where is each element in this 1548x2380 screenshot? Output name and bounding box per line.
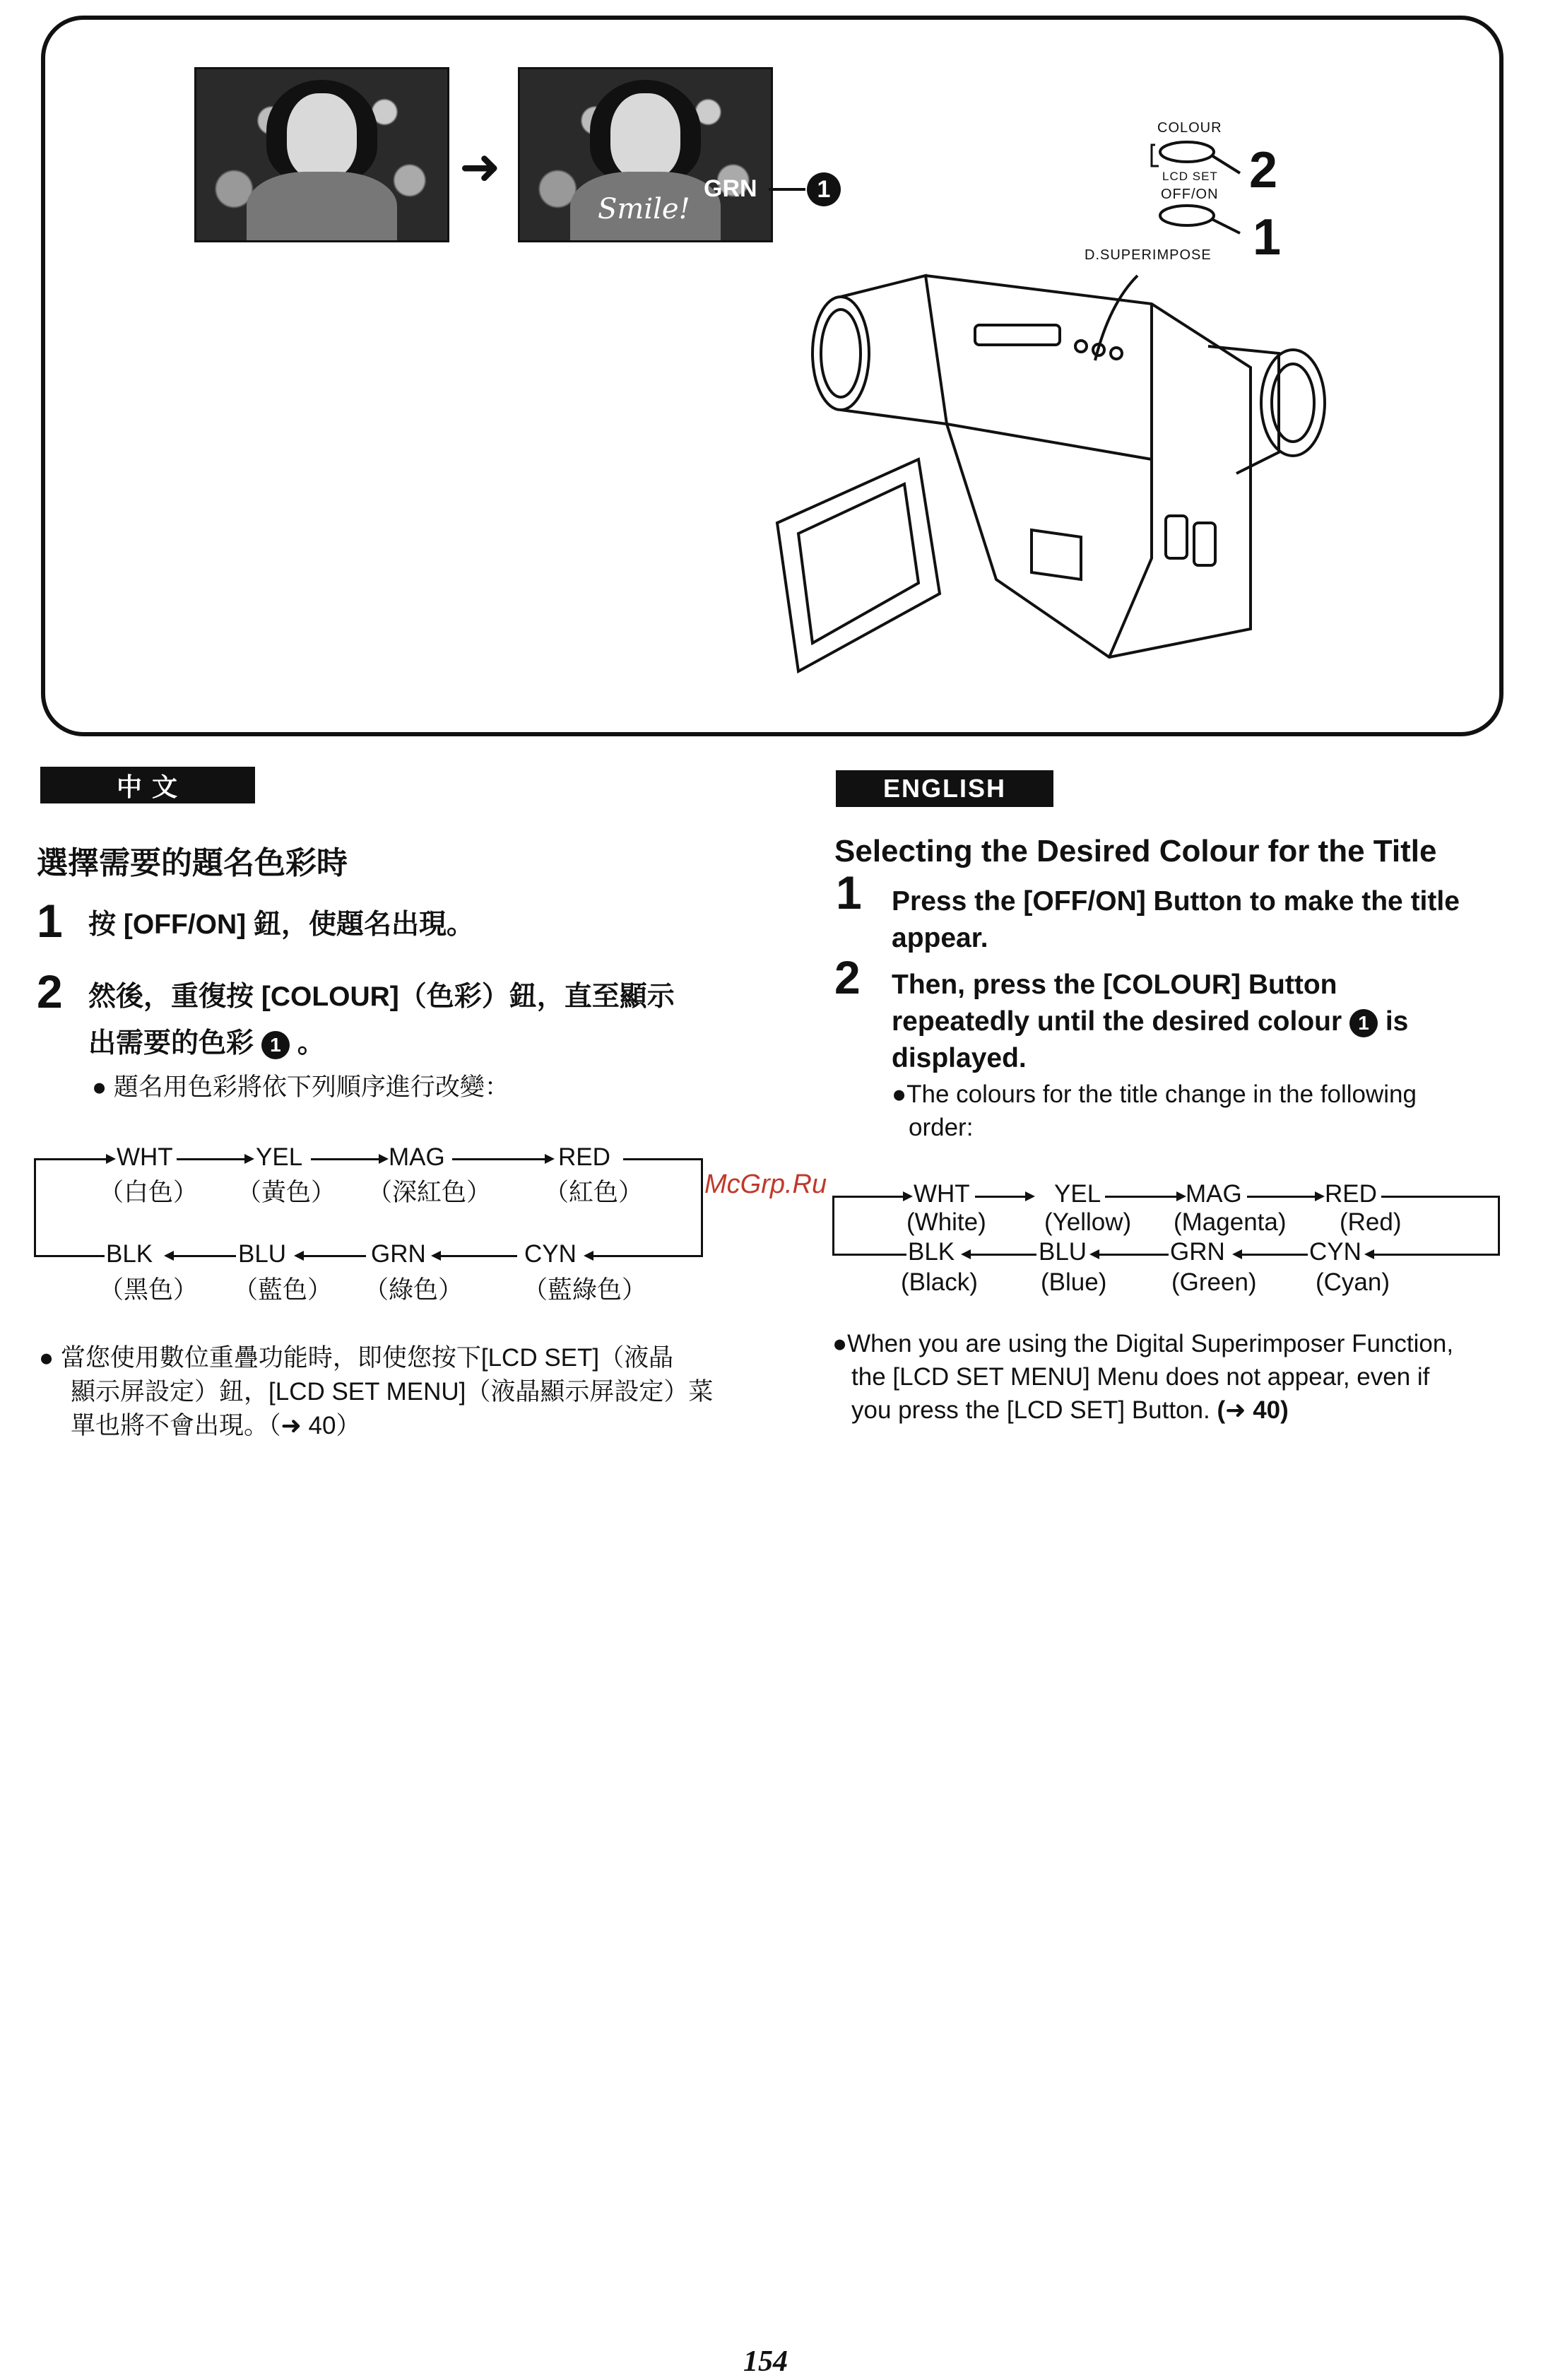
seq-item-name: (Yellow) [1044, 1208, 1132, 1236]
page-number: 154 [743, 2345, 788, 2378]
seq-item-cn: （黃色） [237, 1179, 336, 1206]
off-on-button-label: OFF/ON [1161, 187, 1219, 202]
seq-item-name: (Cyan) [1316, 1268, 1390, 1296]
camcorder-illustration [714, 261, 1349, 714]
seq-item: WHT [117, 1143, 173, 1171]
seq-line [1381, 1196, 1500, 1198]
chinese-step2-text-b-line [88, 1025, 325, 1062]
seq-line [177, 1158, 247, 1160]
seq-item-cn: （深紅色） [367, 1179, 492, 1206]
seq-bracket-left [832, 1196, 834, 1254]
seq-line [34, 1158, 113, 1160]
seq-item: BLU [238, 1240, 287, 1268]
step-marker-1: 1 [1253, 209, 1282, 266]
seq-item-cn: （紅色） [544, 1179, 644, 1206]
english-step1-line2: appear. [892, 923, 988, 953]
english-note-line3 [851, 1394, 1289, 1427]
callout-1-icon-inline: 1 [261, 1031, 290, 1059]
lcd-set-button-label: LCD SET [1162, 170, 1218, 183]
chinese-step1-text: 按 [OFF/ON] 鈕，使題名出現。 [88, 909, 474, 940]
seq-line [1247, 1196, 1318, 1198]
english-note-line3-text: you press the [LCD SET] Button. [851, 1396, 1210, 1424]
chinese-note-line1: ● 當您使用數位重疊功能時，即使您按下[LCD SET]（液晶 [39, 1344, 674, 1372]
seq-line [302, 1255, 366, 1257]
seq-line [452, 1158, 548, 1160]
seq-item: RED [1325, 1180, 1377, 1208]
english-step2-line2a: repeatedly until the desired colour [892, 1006, 1342, 1037]
arrow-right-icon [903, 1191, 913, 1201]
seq-bracket-left [34, 1158, 36, 1256]
arrow-right-icon [1176, 1191, 1186, 1201]
english-step2-line2b: is [1385, 1006, 1409, 1037]
seq-item: MAG [389, 1143, 445, 1171]
english-step2-line2 [892, 1003, 1408, 1040]
seq-line [832, 1196, 910, 1198]
english-note-line1: ●When you are using the Digital Superimposer Function, [832, 1330, 1454, 1357]
seq-item-name: (Magenta) [1174, 1208, 1287, 1236]
seq-item: YEL [1054, 1180, 1101, 1208]
chinese-step2-text-c: 。 [297, 1028, 325, 1059]
seq-item: BLK [908, 1238, 955, 1266]
seq-item: YEL [256, 1143, 303, 1171]
seq-line [1241, 1254, 1308, 1256]
chinese-step2-text-a: 然後，重復按 [COLOUR]（色彩）鈕，直至顯示 [88, 982, 675, 1012]
seq-item-name: (Red) [1340, 1208, 1402, 1236]
seq-item-name: (Blue) [1041, 1268, 1107, 1296]
arrow-right-icon [106, 1154, 116, 1164]
seq-line [172, 1255, 236, 1257]
seq-item: GRN [371, 1240, 426, 1268]
lang-label-chinese: 中 文 [40, 767, 255, 803]
chinese-note-line2: 顯示屏設定）鈕，[LCD SET MENU]（液晶顯示屏設定）菜 [71, 1378, 714, 1406]
seq-line [439, 1255, 517, 1257]
seq-item-cn: （藍綠色） [523, 1276, 647, 1304]
english-step1-number: 1 [836, 866, 862, 919]
callout-1-icon-inline: 1 [1349, 1009, 1378, 1037]
english-bullet-line2: order: [909, 1114, 974, 1141]
english-step2-line3: displayed. [892, 1043, 1027, 1073]
seq-item-name: (Black) [901, 1268, 978, 1296]
seq-line [623, 1158, 703, 1160]
colour-button-label: COLOUR [1157, 120, 1222, 136]
chinese-step2-number: 2 [37, 965, 63, 1018]
step-marker-2: 2 [1249, 142, 1278, 199]
english-step1-line1: Press the [OFF/ON] Button to make the title [892, 886, 1460, 917]
lang-label-english: ENGLISH [836, 770, 1053, 807]
seq-item: WHT [914, 1180, 970, 1208]
english-bullet-line1: ●The colours for the title change in the following [892, 1080, 1417, 1108]
arrow-right-icon [1025, 1191, 1035, 1201]
title-colour-indicator: GRN [704, 175, 757, 202]
arrow-right-icon [379, 1154, 389, 1164]
seq-item: BLU [1039, 1238, 1087, 1266]
seq-item: CYN [524, 1240, 577, 1268]
callout-line [769, 188, 805, 191]
seq-line [1098, 1254, 1169, 1256]
english-step2-number: 2 [834, 951, 861, 1003]
arrow-right-icon [545, 1154, 555, 1164]
arrow-right-icon [1315, 1191, 1325, 1201]
seq-item: GRN [1170, 1238, 1225, 1266]
arrow-right-icon [244, 1154, 254, 1164]
seq-item: MAG [1186, 1180, 1242, 1208]
seq-line [975, 1196, 1028, 1198]
sample-photo-before [194, 67, 449, 242]
seq-item-cn: （藍色） [233, 1276, 333, 1304]
chinese-bullet-order: ● 題名用色彩將依下列順序進行改變： [92, 1073, 509, 1101]
seq-line [592, 1255, 703, 1257]
english-note-ref: (➜ 40) [1217, 1396, 1289, 1424]
seq-line [969, 1254, 1036, 1256]
seq-line [311, 1158, 382, 1160]
chinese-note-line3: 單也將不會出現。（➜ 40） [71, 1412, 361, 1439]
english-step2-line1: Then, press the [COLOUR] Button [892, 970, 1337, 1000]
seq-item-name: (White) [906, 1208, 986, 1236]
english-heading: Selecting the Desired Colour for the Title [834, 834, 1437, 868]
seq-line [1373, 1254, 1500, 1256]
seq-item-cn: （黑色） [99, 1276, 199, 1304]
d-superimpose-label: D.SUPERIMPOSE [1085, 247, 1212, 263]
seq-bracket-right [1498, 1196, 1500, 1254]
seq-item-name: (Green) [1171, 1268, 1257, 1296]
arrow-right-icon: ➜ [459, 139, 501, 194]
english-note-line2: the [LCD SET MENU] Menu does not appear, even if [851, 1363, 1430, 1391]
seq-item: BLK [106, 1240, 153, 1268]
seq-item: CYN [1309, 1238, 1361, 1266]
chinese-heading: 選擇需要的題名色彩時 [37, 846, 348, 880]
chinese-step1-number: 1 [37, 895, 63, 947]
seq-item-cn: （綠色） [364, 1276, 463, 1304]
seq-bracket-right [701, 1158, 703, 1256]
seq-item-cn: （白色） [99, 1179, 199, 1206]
sample-photo-after [518, 67, 773, 242]
title-caption: Smile! [598, 193, 690, 225]
seq-line [34, 1255, 105, 1257]
seq-item: RED [558, 1143, 610, 1171]
chinese-step2-text-b: 出需要的色彩 [88, 1028, 254, 1059]
seq-line [832, 1254, 906, 1256]
callout-1-icon: 1 [807, 172, 841, 206]
seq-line [1105, 1196, 1179, 1198]
watermark: McGrp.Ru [704, 1170, 827, 1199]
